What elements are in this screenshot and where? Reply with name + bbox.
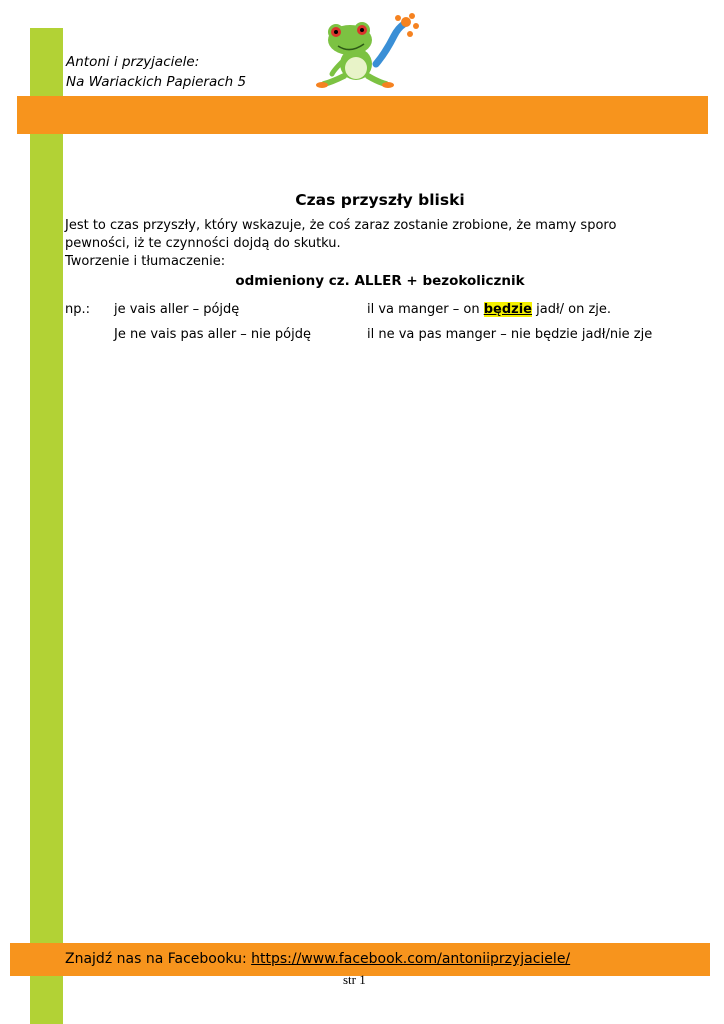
intro-line-2: pewności, iż te czynności dojdą do skutku. [65, 236, 341, 251]
example-row1-left: je vais aller – pójdę [114, 302, 240, 317]
grammar-rule: odmieniony cz. ALLER + bezokolicznik [235, 273, 525, 289]
footer [65, 951, 570, 967]
intro-paragraph [65, 217, 665, 271]
example-row1-right-before: il va manger – on [367, 302, 484, 317]
header-line-2: Na Wariackich Papierach 5 [66, 74, 247, 90]
orange-header-band [17, 96, 708, 134]
frog-logo-icon [314, 12, 424, 90]
example-row1-right [367, 302, 611, 317]
intro-line-3: Tworzenie i tłumaczenie: [65, 254, 226, 269]
header-line-1: Antoni i przyjaciele: [66, 54, 200, 70]
page-number: str 1 [343, 972, 366, 987]
highlighted-word: będzie [483, 302, 532, 317]
example-row2-right: il ne va pas manger – nie będzie jadł/nie zje [367, 327, 653, 342]
document-header [66, 52, 246, 92]
examples-label: np.: [65, 302, 91, 317]
footer-label: Znajdź nas na Facebooku: [65, 951, 252, 967]
facebook-link[interactable]: https://www.facebook.com/antoniiprzyjaciele/ [251, 951, 571, 967]
example-row2-left: Je ne vais pas aller – nie pójdę [114, 327, 311, 342]
green-side-bar [30, 28, 63, 1024]
example-row1-right-after: jadł/ on zje. [531, 302, 612, 317]
intro-line-1: Jest to czas przyszły, który wskazuje, że coś zaraz zostanie zrobione, że mamy sporo [65, 218, 617, 233]
page-title: Czas przyszły bliski [295, 191, 465, 209]
